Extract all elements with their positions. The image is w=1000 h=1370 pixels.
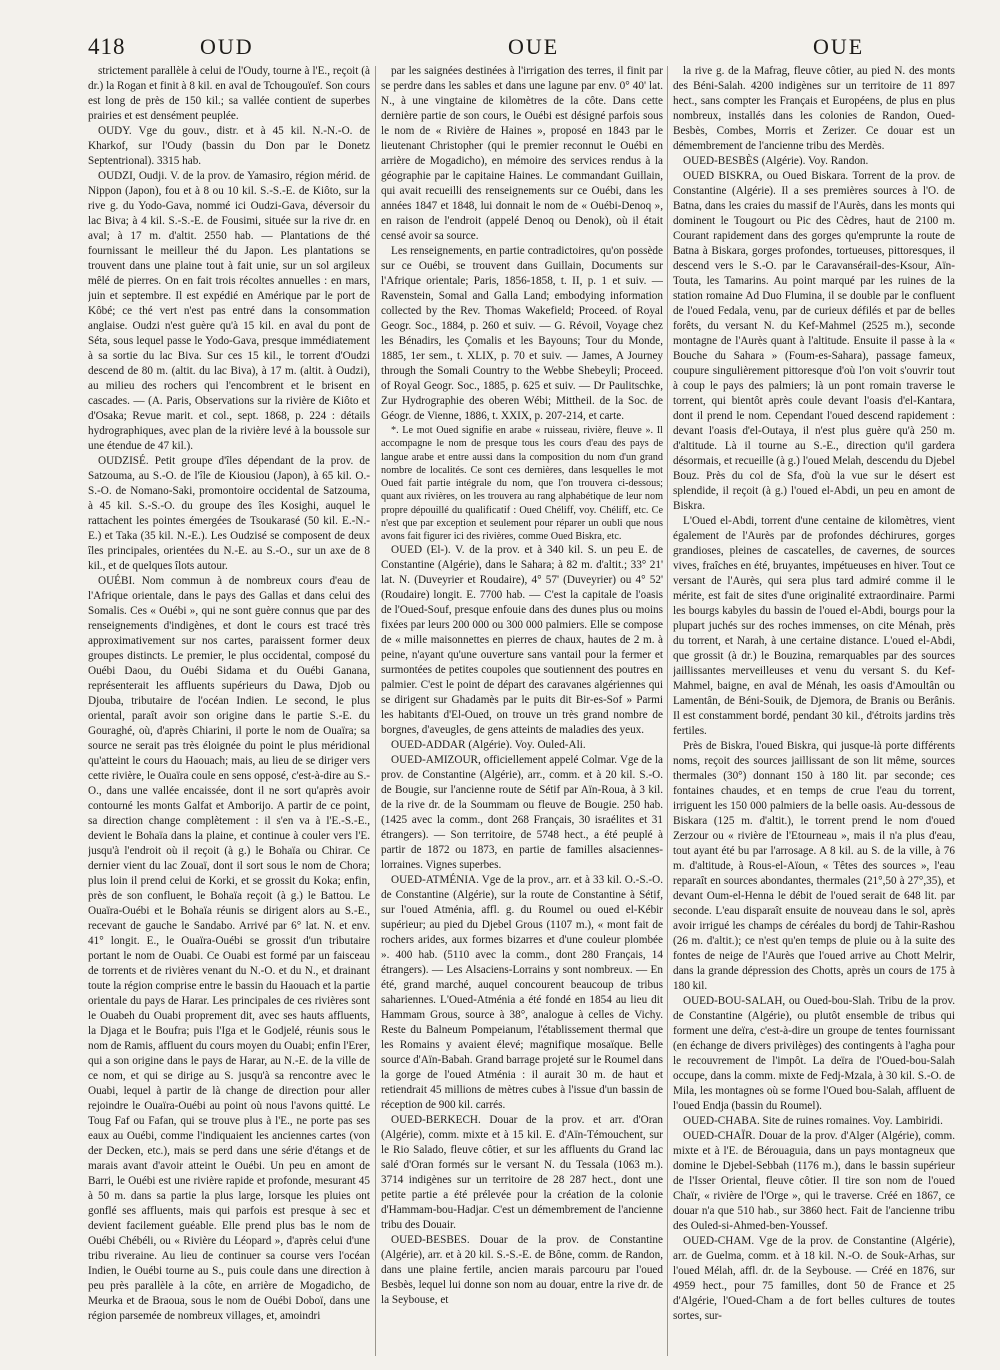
entry-oued-addar: OUED-ADDAR (Algérie). Voy. Ouled-Ali. [391, 739, 586, 752]
running-head-left: OUD [200, 34, 254, 59]
column-middle [381, 64, 663, 1360]
column-divider [375, 66, 376, 1356]
entry-oued-atmenia: OUED-ATMÉNIA. Vge de la prov., arr. et à 33 kil. O.-S.-O. de Constantine (Algérie), sur la route de Constantine à Sétif, sur l'oued Atménia, affl. g. du Roumel ou oued el-Kébir supérieur; au pied du Djebel Grous (1107 m.), « mont fait de rochers arides, aux formes bizarres et d'une couleur plombée ». 400 hab. (5110 avec la comm., dont 280 Français, 14 étrangers). — Les Alsaciens-Lorrains y sont nombreux. — En été, grand marché, auquel concourent beaucoup de tribus sahariennes. L'Oued-Atménia a été fondé en 1854 au lieu dit Hammam Grous, source à 38°, analogue à celles de Vichy. Reste du Balneum Pompeianum, l'établissement thermal que les Romains y avaient élevé; magnifique mosaïque. Belle source d'Aïn-Babah. Grand barrage projeté sur le Roumel dans la gorge de l'oued Atménia : il aurait 30 m. de haut et retiendrait 45 millions de mètres cubes à l'issue d'un bassin de réception de 900 kil. carrés. [381, 874, 663, 1112]
note-oued: *. Le mot Oued signifie en arabe « ruisseau, rivière, fleuve ». Il accompagne le nom de presque tous les cours d'eau des pays de langue arabe et entre aussi dans la composition du nom d'un grand nombre de localités. Ce sont ces dernières, dans lesquelles le mot Oued fait partie intégrale du nom, que l'on trouvera ci-dessous; quant aux rivières, on les trouvera au rang alphabétique de leur nom propre dépouillé du qualificatif : Oued Chéliff, voy. Chéliff, etc. Ce n'est que par exception et seulement pour réparer un oubli que nous avons fait figurer ici des rivières, comme Oued Biskra, etc. [381, 425, 663, 542]
entry-oued-cham: OUED-CHAM. Vge de la prov. de Constantine (Algérie), arr. de Guelma, comm. et à 18 kil. N.-O. de Souk-Arhas, sur l'oued Mélah, affl. dr. de la Seybouse. — Créé en 1876, sur 4959 hect., pour 75 familles, dont 50 de France et 25 d'Algérie, l'Oued-Cham a de fort belles cultures de toutes sortes, sur- [673, 1235, 955, 1322]
entry-oued-besbes-continued: la rive g. de la Mafrag, fleuve côtier, au pied N. des monts des Béni-Salah. 4200 indigènes sur un territoire de 11 897 hect., sans compter les Français et Européens, de plus en plus nombreux, installés dans les colonies de Randon, Oued-Besbès, Combes, Morris et Zerizer. Ce douar est un démembrement de l'ancienne tribu des Merdès. [673, 65, 955, 152]
entry-oued-el-abdi: L'Oued el-Abdi, torrent d'une centaine de kilomètres, vient également de l'Aurès par de profondes déchirures, gorges grandioses, pleines de cascatelles, de cavernes, de sources vives, fraîches en été, bruyantes, impétueuses en hiver. Tout ce versant de l'Aurès, qui sera plus tard admiré comme il le mérite, est fait de sites d'une originalité extraordinaire. Parmi les bourgs kabyles du bassin de l'oued el-Abdi, bourgs pour la plupart juchés sur des roches immenses, on cite Ménah, près du torrent, et Narah, à une certaine distance. L'oued el-Abdi, que grossit (à dr.) le Bouzina, remarquables par des sources jaillissantes merveilleuses et venu du versant S. du Kef-Mahmel, baigne, en aval de Ménah, les oasis d'Amoultân ou Lamentân, de Béni-Souik, de Djemora, de Branis ou Berânis. Il est constamment bordé, pendant 30 kil., d'étroits jardins très fertiles. [673, 515, 955, 737]
running-head-right: OUE [813, 34, 865, 59]
page-number: 418 [88, 34, 126, 59]
entry-biskra-thermal: Près de Biskra, l'oued Biskra, qui jusque-là porte différents noms, reçoit des sources jaillissant de son lit même, sources thermales (30°) donnant 150 à 180 lit. par seconde; ces fontaines chaudes, et en temps de crue l'eau du torrent, irriguent les 150 000 palmiers de la belle oasis. Au-dessous de Biskara (125 m. d'altit.), le torrent prend le nom d'oued Zerzour ou « rivière de l'Etourneau », mais il n'a plus d'eau, tout ayant été bu par l'arrosage. A 8 kil. au S. de la ville, à 76 m. d'altitude, à Rous-el-Aïoun, « Têtes des sources », l'eau reparaît en sources abondantes, thermales (21°,50 à 27°,35), et devant Oum-el-Henna le débit de l'oued serait de 648 lit. par seconde. L'eau disparaît ensuite de nouveau dans le sol, après avoir irrigué les champs de céréales du bordj de Tahir-Rashou (26 m. d'altit.); ce n'est qu'en temps de pluie ou à la suite des fontes de neige de l'Aurès que l'oued arrive au Chott Melrir, dans la grande dépression des Chotts, après un cours de 175 à 180 kil. [673, 740, 955, 992]
entry-oued-chaba: OUED-CHABA. Site de ruines romaines. Voy. Lambiridi. [683, 1115, 943, 1127]
entry-oued-amizour: OUED-AMIZOUR, officiellement appelé Colmar. Vge de la prov. de Constantine (Algérie), arr., comm. et à 20 kil. S.-O. de Bougie, sur l'ancienne route de Sétif par Aïn-Roua, à 3 kil. de la rive dr. de la Soummam ou fleuve de Bougie. 250 hab. (1425 avec la comm., dont 268 Français, 30 israélites et 31 étrangers). — Son territoire, de 5748 hect., a été peuplé à partir de 1872 ou 1873, en partie de familles alsaciennes-lorraines. Vignes superbes. [381, 754, 663, 872]
entry-continuation: strictement parallèle à celui de l'Oudy, tourne à l'E., reçoit (à dr.) la Rogan et finit à 8 kil. en aval de Tchougouïef. Son cours est long de près de 150 kil.; sa vallée contient de superbes prairies et est densément peuplée. [88, 65, 370, 122]
entry-oued-berkech: OUED-BERKECH. Douar de la prov. et arr. d'Oran (Algérie), comm. mixte et à 15 kil. E. d'Aïn-Témouchent, sur le Rio Salado, fleuve côtier, et sur les affluents du Grand lac salé d'Oran formés sur le versant N. du Tessala (1063 m.). 3714 indigènes sur un territoire de 28 287 hect., dont une petite partie a été prélevée pour la création de la colonie d'Hammam-bou-Hadjar. C'est un démembrement de l'ancienne tribu des Douair. [381, 1114, 663, 1232]
page-header [0, 0, 1000, 62]
entry-oued-besbes: OUED-BESBES. Douar de la prov. de Constantine (Algérie), arr. et à 20 kil. S.-S.-E. de Bône, comm. de Randon, dans une plaine fertile, ancien marais parcouru par l'oued Besbès, lequel lui donne son nom au douar, entre la rive dr. de la Seybouse, et [381, 1234, 663, 1307]
entry-ouebi-sources: Les renseignements, en partie contradictoires, qu'on possède sur ce Ouébi, se trouvent dans Guillain, Documents sur l'Afrique orientale; Paris, 1856-1858, t. II, p. 1 et suiv. — Ravenstein, Somal and Galla Land; embodying information collected by the Rev. Thomas Wakefield; Proceed. of Royal Geogr. Soc., 1884, p. 260 et suiv. — G. Révoil, Voyage chez les Bénadirs, les Çomalis et les Bayouns; Tour du Monde, 1885, 1er sem., t. XLIX, p. 70 et suiv. — James, A Journey through the Somali Country to the Webbe Shebeyli; Proceed. of Royal Geogr. Soc., 1885, p. 625 et suiv. — Dr Paulitschke, Zur Hydrographie des oberen Wébi; Mittheil. de la Soc. de Géogr. de Vienne, 1886, t. XXIX, p. 207-214, et carte. [381, 245, 663, 422]
entry-oudzise: OUDZISÉ. Petit groupe d'îles dépendant de la prov. de Satzouma, au S.-O. de l'île de Kiousiou (Japon), à 65 kil. O.-S.-O. de Nomano-Saki, promontoire occidental de Satzouma, à 45 kil. S.-S.-O. du groupe des îles Kosighi, auquel le rattachent les pointes émergées de Tsoukarasé (50 kil. E.-N.-E.) et Taka (35 kil. N.-E.). Les Oudzisé se composent de deux îles principales, orientées du N.-E. au S.-O., sur un axe de 8 kil., et de quelques îlots autour. [88, 455, 370, 572]
column-right [673, 64, 955, 1360]
entry-oudy: OUDY. Vge du gouv., distr. et à 45 kil. N.-N.-O. de Kharkof, sur l'Oudy (bassin du Don par le Donetz Septentrional). 3315 hab. [88, 125, 370, 167]
column-divider [667, 66, 668, 1356]
entry-ouebi: OUÉBI. Nom commun à de nombreux cours d'eau de l'Afrique orientale, dans le pays des Gallas et dans celui des Somalis. Ces « Ouébi », qui ne sont guère connus que par des renseignements d'indigènes, et dont le cours est tracé très approximativement sur nos cartes, paraissent former deux groupes distincts. Le premier, le plus occidental, composé du Ouébi Daou, du Ouébi Sidama et du Ouébi Ganana, représenterait les affluents supérieurs du Dawa, Djob ou Djouba, tributaire de l'océan Indien. Le second, le plus oriental, paraît avoir son origine dans le partie S.-E. du Gouraghé, où, d'après Chiarini, il porte le nom de Ouaïra; sa source ne serait pas très éloignée du point le plus méridional qu'atteint le cours du Haouach; mais, au lieu de se diriger vers cette rivière, le Ouaïra coule en sens opposé, c'est-à-dire au S.-O., dans une vallée encaissée, dont il ne sort qu'après avoir contourné les monts Galfat et Amborijo. A partir de ce point, sa direction change complètement : il s'en va à l'E.-S.-E., devient le Bohaïa dans la plaine, et continue à couler vers l'E. jusqu'à l'endroit où il reçoit (à g.) le Bohaïa ou Chirar. Ce dernier vient du lac Zouaï, dont il sort sous le nom de Chora; plus loin il prend celui de Korki, et se grossit du Koka; enfin, près de son confluent, le Bohaïa reçoit (à g.) le Battou. Le Ouaïra-Ouébi et le Bohaïa réunis se dirigent alors au S.-E., recevant de gauche le Sandabo. Arrivé par 6° lat. N. et env. 41° longit. E., le Ouaïra-Ouébi se grossit d'un tributaire portant le nom de Ouabi. Ce Ouabi est formé par un faisceau de torrents et de rivières venant du N.-O. et du N., et drainant toute la région comprise entre le bassin du Haouach et la partie orientale du pays de Harar. Les principales de ces rivières sont le Ouabeh du Ouabi proprement dit, avec ses hauts affluents, la Djaga et le Boufra; puis l'Iga et le Godjelé, réunis sous le nom de Ramis, affluent du cours moyen du Ouabi; enfin l'Erer, qui a son origine dans le pays de Harar, au N.-E. de la ville de ce nom, et qui se dirige au S. jusqu'à sa rencontre avec le Ouabi, lequel à partir de là change de direction pour aller rejoindre le Ouaïra-Ouébi au point où nous l'avons quitté. Le Toug Faf ou Fafan, qui se trouve plus à l'E., ne porte pas ses eaux au Ouébi, comme l'indiquaient les anciennes cartes (von der Decken, etc.), mais se perd dans une série d'étangs et de marais avant d'avoir atteint le Ouébi. Un peu en amont de Barri, le Ouébi est une rivière rapide et profonde, mesurant 45 à 50 m. dans sa partie la plus large, lorsque les pluies ont gonflé ses affluents, mais qui parfois est presque à sec et devient facilement guéable. Elle prend plus bas le nom de Ouébi Chébéli, ou « Rivière du Léopard », d'après celui d'une tribu riveraine. Au lieu de continuer sa course vers l'océan Indien, le Ouébi tourne au S., puis coule dans une direction à peu près parallèle à la côte, en arrière de Mogadicho, de Meurka et de Braoua, sous le nom de Ouébi Doboï, dans une région parsemée de nombreux villages, et, amoindri [88, 575, 370, 1322]
text-columns [88, 64, 956, 1360]
entry-oued-chair: OUED-CHAÏR. Douar de la prov. d'Alger (Algérie), comm. mixte et à l'E. de Bérouaguia, dans un pays montagneux que domine le Djebel-Sebbah (1176 m.), dans le bassin supérieur de l'Isser Oriental, fleuve côtier. Il tire son nom de l'oued Chaïr, « rivière de l'Orge », qui le traverse. Créé en 1867, ce douar n'a que 510 hab., sur 3860 hect. Fait de l'ancienne tribu des Ouled-si-Ahmed-ben-Youssef. [673, 1130, 955, 1232]
entry-ouebi-continued: par les saignées destinées à l'irrigation des terres, il finit par se perdre dans les sables et dans une lagune par env. 0° 40' lat. N., à une vingtaine de kilomètres de la côte. Dans cette dernière partie de son cours, le Ouébi est désigné parfois sous le nom de « Rivière de Haines », proposé en 1843 par le lieutenant Christopher (qui le premier reconnut le Ouébi en arrière de Mogadicho), en mémoire des services rendus à la géographie par le capitaine Haines. Le commandant Guillain, qui avait recueilli des renseignements sur ce Ouébi, dans les années 1847 et 1848, lui donnait le nom de « Ouébi-Denoq », en raison de l'endroit (appelé Denoq ou Denok), où il était censé avoir sa source. [381, 65, 663, 242]
entry-oued-bou-salah: OUED-BOU-SALAH, ou Oued-bou-Slah. Tribu de la prov. de Constantine (Algérie), ou plutôt ensemble de tribus qui forment une deïra, c'est-à-dire un groupe de tentes fournissant (en échange de divers privilèges) des contingents à l'agha pour le recouvrement de l'impôt. La deïra de l'Oued-bou-Salah occupe, dans la comm. mixte de Fedj-Mzala, à 30 kil. S.-O. de Mila, les montagnes où se forme l'Oued bou-Salah, affluent de l'oued Endja (bassin du Roumel). [673, 995, 955, 1112]
running-head-middle: OUE [508, 34, 560, 59]
entry-oued-biskra: OUED BISKRA, ou Oued Biskara. Torrent de la prov. de Constantine (Algérie). Il a ses premières sources à l'O. de Batna, dans les craies du massif de l'Aurès, dans les monts qui dominent le Tougourt ou Pic des Cèdres, haut de 2100 m. Courant rapidement dans des gorges qu'emprunte la route de Batna à Biskara, gorges profondes, tortueuses, pittoresques, il descend vers le S.-O. par le Caravansérail-des-Ksour, Aïn-Touta, les Tamarins. Au point marqué par les ruines de la station romaine Ad Duo Flumina, il se double par le confluent de l'oued Fedala, venu, par de curieux défilés et par de belles forêts, du versant N. du Kef-Mahmel (2525 m.), seconde montagne de l'Aurès quant à l'altitude. Ensuite il passe à la « Bouche du Sahara » (Foum-es-Sahara), passage fameux, coupure singulièrement pittoresque d'où l'on voit s'ouvrir tout à coup le pays des palmiers; là un pont romain traverse le torrent, qui bientôt après coule devant l'oasis d'el-Kantara, dont il prend le nom. Cependant l'oued descend rapidement : devant l'oasis d'el-Outaya, il n'est plus guère qu'à 250 m. d'altitude. Là il tourne au S.-E., direction qu'il gardera désormais, et recueille (à g.) l'oued Melah, descendu du Djebel Bouz. Près du col de Sfa, d'où la vue sur le désert est splendide, il reçoit (à g.) l'oued el-Abdi, un peu en amont de Biskra. [673, 170, 955, 512]
entry-oudzi: OUDZI, Oudji. V. de la prov. de Yamasiro, région mérid. de Nippon (Japon), fou et à 8 ou 10 kil. S.-S.-E. de Kiôto, sur la rive g. du Yodo-Gava, nommé ici Oudzi-Gava, déversoir du lac Biva; à 4 kil. S.-S.-E. de Fousimi, située sur la rive dr. en aval; à 17 m. d'altit. 2550 hab. — Plantations de thé fournissant le meilleur thé du Japon. Les plantations se trouvent dans une plaine tout à fait unie, sur un sol argileux mêlé de pierres. On en fait trois récoltes annuelles : en mars, juin et septembre. Il est expédié en Amérique par le port de Kôbé; ce thé vert n'est pas entré dans la consommation anglaise. Oudzi n'est guère qu'à 15 kil. en aval du pont de Séta, sous lequel passe le Yodo-Gava, presque immédiatement à sa sortie du lac Biva. Sur ces 15 kil., le torrent d'Oudzi descend de 80 m. (altit. du lac Biva), à 17 m. (altit. à Oudzi), au milieu des rochers qui l'encombrent et le brisent en cascades. — (A. Paris, Observations sur la rivière de Kiôto et d'Osaka; Revue marit. et col., sept. 1868, p. 224 : détails hydrographiques, avec plan de la rivière levé à la boussole sur une étendue de 47 kil.). [88, 170, 370, 452]
entry-oued-el: OUED (El-). V. de la prov. et à 340 kil. S. un peu E. de Constantine (Algérie), dans le Sahara; à 82 m. d'altit.; 33° 21' lat. N. (Duveyrier et Roudaire), 4° 57' (Duveyrier) ou 4° 52' (Roudaire) longit. E. 7700 hab. — C'est la capitale de l'oasis de l'Oued-Souf, presque enfouie dans des dunes plus ou moins fixées par leurs 200 000 ou 300 000 palmiers. Elle se compose de « mille maisonnettes en pierres de chaux, hautes de 2 m. à peine, n'ayant qu'une ouverture sans vantail pour la fermer et surmontées de petites coupoles que soutiennent des poutres en palmier. C'est le point de départ des caravanes algériennes qui se dirigent sur Ghadamès par le puits dit Bir-es-Sof » Parmi les habitants d'El-Oued, on trouve un très grand nombre de borgnes, d'aveugles, de gens atteints de maladies des yeux. [381, 544, 663, 737]
entry-oued-besbes-ref: OUED-BESBÈS (Algérie). Voy. Randon. [683, 155, 869, 167]
column-left [88, 64, 370, 1360]
